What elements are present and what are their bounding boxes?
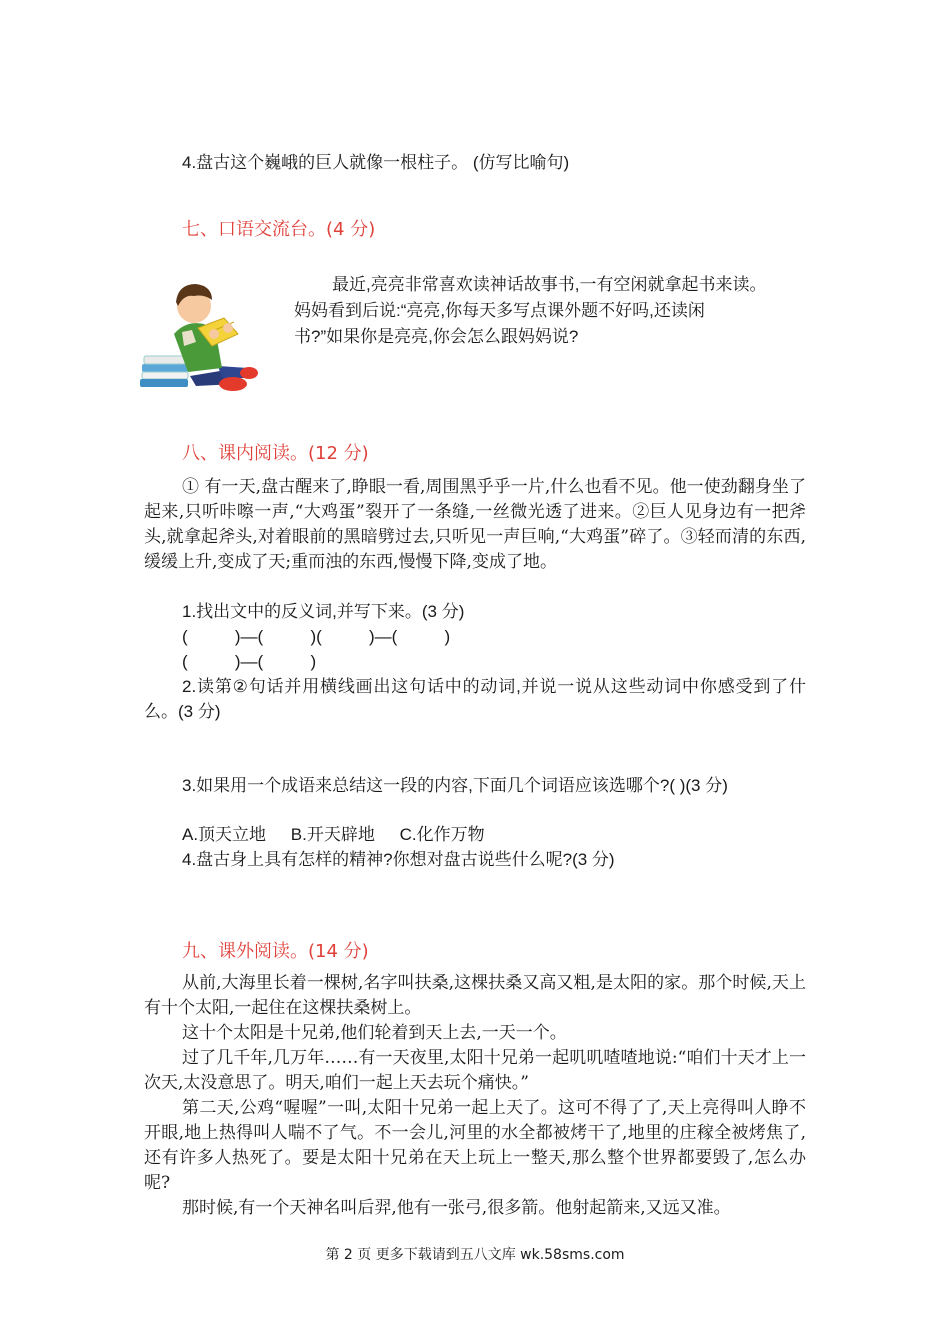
- section9-paragraph-1: 从前,大海里长着一棵树,名字叫扶桑,这棵扶桑又高又粗,是太阳的家。那个时候,天上有十个太阳,一起住在这棵扶桑树上。: [144, 973, 806, 1018]
- section8-question-1: 1.找出文中的反义词,并写下来。(3 分): [182, 602, 465, 621]
- section7-heading: 七、口语交流台。(4 分): [182, 219, 376, 240]
- section8-question-3-options: [182, 822, 505, 847]
- section6-question-4: 4.盘古这个巍峨的巨人就像一根柱子。 (仿写比喻句): [182, 153, 570, 172]
- section7-line-2: 妈妈看到后说:“亮亮,你每天多写点课外题不好吗,还读闲: [294, 301, 705, 320]
- boy-reading-icon: [138, 272, 262, 394]
- option-a: A.顶天立地: [182, 825, 267, 844]
- option-b: B.开天辟地: [290, 825, 375, 844]
- section8-question-4: 4.盘古身上具有怎样的精神?你想对盘古说些什么呢?(3 分): [182, 850, 615, 869]
- section8-question-2: 2.读第②句话并用横线画出这句话中的动词,并说一说从这些动词中你感受到了什么。(3 分): [144, 677, 806, 721]
- section9-paragraph-5: 那时候,有一个天神名叫后羿,他有一张弓,很多箭。他射起箭来,又远又准。: [182, 1198, 731, 1218]
- section8-passage: ① 有一天,盘古醒来了,睁眼一看,周围黑乎乎一片,什么也看不见。他一使劲翻身坐了起来,只听咔嚓一声,“大鸡蛋”裂开了一条缝,一丝微光透了进来。②巨人见身边有一把斧头,就拿起斧头,对着眼前的黑暗劈过去,只听见一声巨响,“大鸡蛋”碎了。③轻而清的东西,缓缓上升,变成了天;重而浊的东西,慢慢下降,变成了地。: [144, 477, 806, 572]
- section9-paragraph-4: 第二天,公鸡“喔喔”一叫,太阳十兄弟一起上天了。这可不得了了,天上亮得叫人睁不开眼,地上热得叫人喘不了气。不一会儿,河里的水全都被烤干了,地里的庄稼全被烤焦了,还有许多人热死了。要是太阳十兄弟在天上玩上一整天,那么整个世界都要毁了,怎么办呢?: [144, 1098, 806, 1193]
- section8-answer-row-2: ( )—( ): [182, 652, 317, 671]
- section8-question-3: 3.如果用一个成语来总结这一段的内容,下面几个词语应该选哪个?( )(3 分): [182, 776, 728, 795]
- page-footer: 第 2 页 更多下载请到五八文库 wk.58sms.com: [325, 1247, 625, 1263]
- section8-heading: 八、课内阅读。(12 分): [182, 443, 369, 464]
- section8-answer-row-1: ( )—( )( )—( ): [182, 627, 451, 646]
- section9-heading: 九、课外阅读。(14 分): [182, 941, 369, 962]
- section9-paragraph-2: 这十个太阳是十兄弟,他们轮着到天上去,一天一个。: [182, 1023, 567, 1043]
- option-c: C.化作万物: [399, 825, 485, 844]
- section9-paragraph-3: 过了几千年,几万年……有一天夜里,太阳十兄弟一起叽叽喳喳地说:“咱们十天才上一次天,太没意思了。明天,咱们一起上天去玩个痛快。”: [144, 1048, 806, 1093]
- section7-line-1: 最近,亮亮非常喜欢读神话故事书,一有空闲就拿起书来读。: [332, 275, 767, 294]
- boy-reading-illustration: [138, 272, 262, 394]
- section7-line-3: 书?”如果你是亮亮,你会怎么跟妈妈说?: [294, 327, 579, 346]
